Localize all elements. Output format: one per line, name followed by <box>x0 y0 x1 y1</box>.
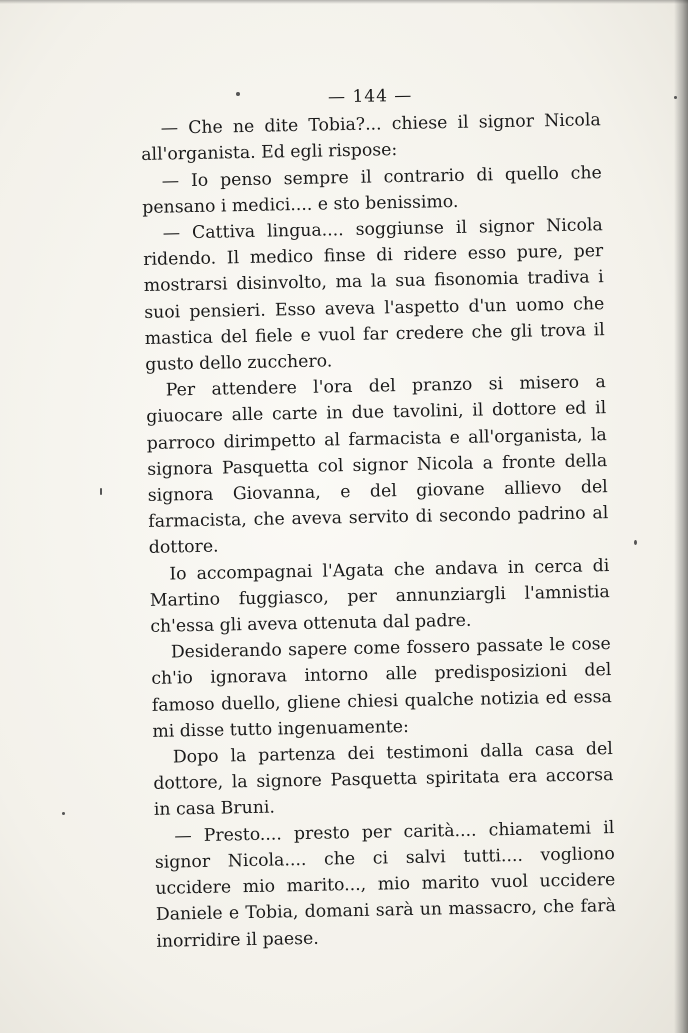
print-speck <box>62 812 65 815</box>
page-binding-shadow <box>674 0 688 1033</box>
paragraph: — Cattiva lingua.... soggiunse il signor Nicola ridendo. Il medico finse di ridere esso pure, per mostrarsi disinvolto, ma la sua fisonomia tradiva i suoi pensieri. Esso aveva l'aspetto d'un uomo che mastica del fiele e vuol far credere che gli trova il gusto dello zucchero. <box>143 215 605 375</box>
page-top-shadow <box>0 0 688 4</box>
text-block <box>140 79 617 954</box>
page-number: — 144 — <box>327 85 413 108</box>
paragraph: — Presto.... presto per carità.... chiamatemi il signor Nicola.... che ci salvi tutti.... vogliono uccidere mio marito..., mio marito vuol uccidere Daniele e Tobia, domani sarà un massacro, che farà inorridire il paese. <box>154 817 616 952</box>
print-speck <box>634 540 637 545</box>
print-speck <box>674 96 677 99</box>
paragraph: Io accompagnai l'Agata che andava in cerca di Martino fuggiasco, per annunziargli l'amnistia ch'essa gli aveva ottenuta dal padre. <box>149 555 610 637</box>
paragraph: Desiderando sapere come fossero passate le cose ch'io ignorava intorno alle predisposizioni del famoso duello, gliene chiesi qualche notizia ed essa mi disse tutto ingenuamente: <box>151 634 612 742</box>
print-speck <box>100 488 102 495</box>
paragraph: — Io penso sempre il contrario di quello che pensano i medici.... e sto benissimo. <box>142 162 602 218</box>
paragraph: — Che ne dite Tobia?... chiese il signor Nicola all'organista. Ed egli rispose: <box>141 110 601 166</box>
paragraph: Per attendere l'ora del pranzo si misero a giuocare alle carte in due tavolini, il dottore ed il parroco dirimpetto al farmacista e all'organista, la signora Pasquetta col signor Nicola a fronte della signora Giovanna, e del giovane allievo del farmacista, che aveva servito di secondo padrino al dottore. <box>146 372 609 559</box>
paragraph: Dopo la partenza dei testimoni dalla casa del dottore, la signore Pasquetta spiritata era accorsa in casa Bruni. <box>153 739 614 821</box>
